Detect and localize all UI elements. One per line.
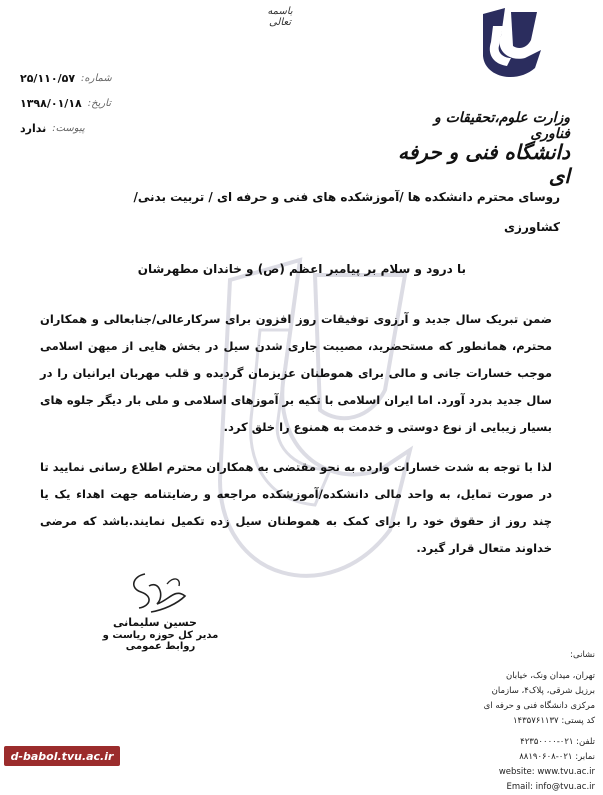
recipient-line-2: کشاورزی bbox=[504, 220, 560, 234]
handwritten-signature-icon bbox=[115, 566, 205, 616]
site-badge[interactable]: d-babol.tvu.ac.ir bbox=[4, 746, 120, 766]
phone-number: تلفن: ۰۲۱-۴۲۳۵۰۰۰۰ bbox=[520, 737, 595, 747]
recipient-line-1: روسای محترم دانشکده ها /آموزشکده های فنی و حرفه ای / تربیت بدنی/ bbox=[133, 190, 560, 204]
date-row bbox=[20, 91, 170, 116]
attachment-label: پیوست: bbox=[52, 123, 85, 134]
signer-name: حسین سلیمانی bbox=[113, 616, 197, 629]
address-line-2: برزیل شرقی، پلاک۴، سازمان bbox=[491, 686, 595, 696]
email-link[interactable]: Email: info@tvu.ac.ir bbox=[506, 782, 595, 792]
ref-number: ۲۵/۱۱۰/۵۷ bbox=[20, 72, 76, 85]
address-line-3: مرکزی دانشگاه فنی و حرفه ای bbox=[483, 701, 595, 711]
letter-paragraph-2: لذا با توجه به شدت خسارات وارده به نحو مقتضی به همکاران محترم اطلاع رسانی نمایید تا در صورت تمایل، به واحد مالی دانشکده/آموزشکده مراجعه و رضایتنامه جهت اهداء یک یا چند روز از حقوق خود را برای کمک به هموطنان سیل زده تکمیل نمایند.باشد که مرضی خداوند متعال قرار گیرد. bbox=[40, 460, 552, 555]
salutation: با درود و سلام بر پیامبر اعظم (ص) و خاندان مطهرشان bbox=[137, 262, 466, 276]
signer-title: مدیر کل حوزه ریاست و روابط عمومی bbox=[102, 630, 219, 652]
university-logo-icon bbox=[475, 6, 547, 88]
university-name: دانشگاه فنی و حرفه ای bbox=[398, 140, 570, 188]
ref-number-row bbox=[20, 66, 170, 91]
date-value: ۱۳۹۸/۰۱/۱۸ bbox=[20, 97, 82, 110]
reference-block bbox=[20, 66, 170, 141]
date-label: تاریخ: bbox=[87, 98, 112, 109]
website-link[interactable]: website: www.tvu.ac.ir bbox=[498, 767, 595, 777]
top-note: باسمه تعالی bbox=[267, 6, 293, 28]
attachment-value: ندارد bbox=[20, 122, 47, 135]
address-line-1: تهران، میدان ونک، خیابان bbox=[505, 671, 595, 681]
ref-number-label: شماره: bbox=[81, 73, 112, 84]
ministry-name: وزارت علوم،تحقیقات و فناوری bbox=[433, 110, 570, 142]
postal-code: کد پستی: ۱۴۳۵۷۶۱۱۳۷ bbox=[512, 716, 595, 726]
fax-number: نمابر: ۰۲۱-۸۸۱۹۰۶۰۸ bbox=[519, 752, 595, 762]
letter-paragraph-1: ضمن تبریک سال جدید و آرزوی توفیقات روز افزون برای سرکارعالی/جنابعالی و همکاران محترم، همانطور که مستحضرید، مصیبت جاری شدن سیل در بخش هایی از میهن اسلامی موجب خسارات جانی و مالی برای هموطنان عزیزمان گردیده و قلب مهربان ایرانیان را در سال جدید بدرد آورد. اما ایران اسلامی با تکیه بر آموزهای اسلامی و ملی بار دیگر جلوه های بسیار زیبایی از نوع دوستی و خدمت به همنوع را خلق کرد. bbox=[40, 312, 552, 434]
address-block bbox=[440, 648, 595, 795]
address-label: نشانی: bbox=[570, 650, 595, 660]
attachment-row bbox=[20, 116, 170, 141]
